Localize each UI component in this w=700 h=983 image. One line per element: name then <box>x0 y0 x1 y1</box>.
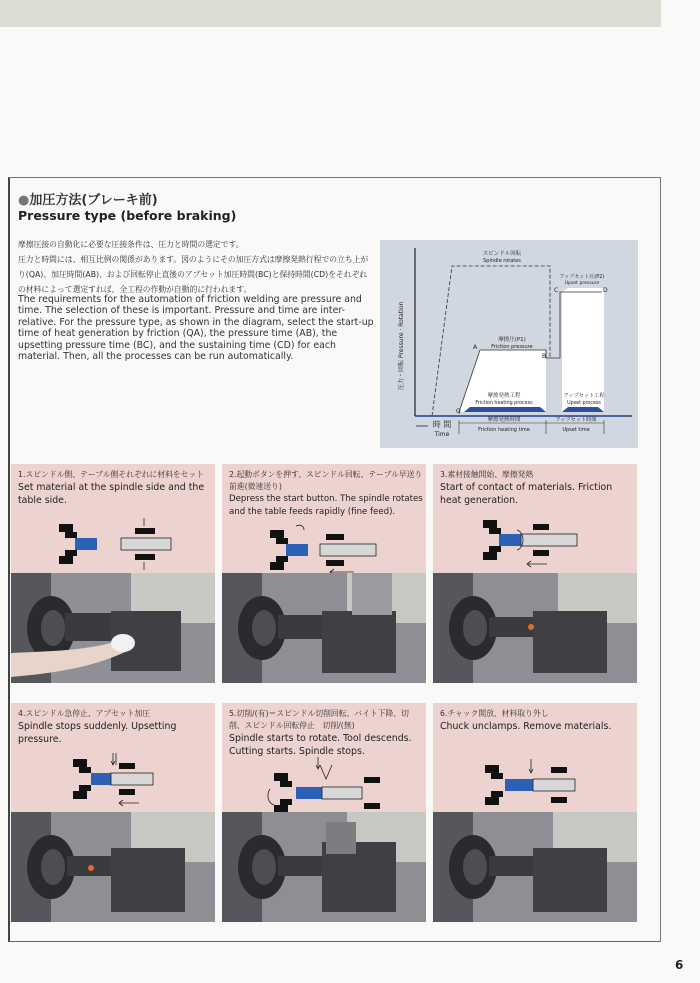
bullet-icon: ● <box>18 193 30 208</box>
point-q-label: Q <box>456 408 461 415</box>
machine-photo <box>433 573 637 683</box>
pressure-time-chart <box>380 240 638 448</box>
intro-text-en: The requirements for the automation of friction welding are pressure and time. The selection of these is important. Pressure and time are inter-relative. For the pressure type, as shown in the diagram, select the start-up time of heat generation by friction (QA), the pressure time (AB), the upsetting pressure time (BC), and the sustaining time (CD) for each material. Then, all the processes can be run automatically. <box>18 294 374 363</box>
step-panel-3 <box>433 464 637 683</box>
spindle-label-en: Spindle rotates <box>483 258 521 264</box>
machine-photo <box>11 573 215 683</box>
upset-time-label-en: Upset time <box>562 427 590 433</box>
section-title-jp: ●加圧方法(ブレーキ前) <box>18 193 158 208</box>
machine-photo <box>433 812 637 922</box>
step-caption: 3.素材接触開始、摩擦発熱 Start of contact of materials. Friction heat generation. <box>440 470 613 506</box>
point-a-label: A <box>473 344 478 351</box>
section-title-en: Pressure type (before braking) <box>18 208 237 223</box>
heat-process-arrow <box>464 407 546 412</box>
step-panel-4 <box>11 703 215 922</box>
heat-process-label-jp: 摩擦発熱工程 <box>487 393 521 399</box>
step-schematic <box>433 751 637 811</box>
top-color-band <box>0 0 661 27</box>
upset-time-label-jp: アップセット時間 <box>555 417 597 423</box>
heat-time-label-jp: 摩擦発熱時間 <box>487 417 521 423</box>
machine-photo <box>222 812 426 922</box>
step-schematic <box>433 512 637 572</box>
friction-pressure-label-jp: 摩擦圧(P1) <box>498 337 526 343</box>
step-caption: 1.スピンドル側、テーブル側それぞれに材料をセット Set material at the spindle side and the table side. <box>18 470 205 506</box>
upset-process-label-jp: アップセット工程 <box>563 393 605 399</box>
step-panel-6 <box>433 703 637 922</box>
y-axis-label: 圧力・回転 Pressure · Rotation <box>398 301 405 390</box>
step-panel-2 <box>222 464 426 683</box>
step-schematic <box>11 751 215 811</box>
machine-photo <box>11 812 215 922</box>
upset-pressure-label-jp: アップセット圧(P2) <box>559 274 605 280</box>
heat-time-label-en: Friction heating time <box>478 427 530 433</box>
step-schematic <box>11 514 215 574</box>
step-panel-1 <box>11 464 215 683</box>
upset-process-arrow <box>562 407 604 412</box>
page-number: 6 <box>675 958 684 972</box>
spindle-label-jp: スピンドル回転 <box>482 251 522 257</box>
pressure-time-diagram <box>380 240 638 448</box>
step-caption: 2.起動ボタンを押す、スピンドル回転、テーブル早送り前進(微速送り) Depress the start button. The spindle rotates and the table feeds rapidly (fine feed). <box>229 470 423 517</box>
x-axis-label-en: Time <box>434 431 450 438</box>
step-caption: 4.スピンドル急停止、アプセット加圧 Spindle stops suddenly. Upsetting pressure. <box>18 709 177 745</box>
point-b-label: B <box>542 353 547 360</box>
step-panel-5 <box>222 703 426 922</box>
machine-photo <box>222 573 426 683</box>
point-d-label: D <box>603 287 608 294</box>
step-schematic <box>222 755 426 815</box>
x-axis-label-jp: 時 間 <box>432 420 452 429</box>
upset-process-label-en: Upset process <box>567 401 601 406</box>
intro-text-jp: 摩擦圧接の自動化に必要な圧接条件は、圧力と時間の選定です。 圧力と時間には、相互比例の関係があります。図のようにその加圧方式は摩擦発熱行程での立ち上がり(QA)、加圧時間(AB)、および回転停止直後のアプセット加圧時間(BC)と保持時間(CD)をそれぞれの材料によって選定すれば、全工程の作動が自動的に行われます。 <box>18 240 369 294</box>
upset-pressure-label-en: Upset pressure <box>564 281 600 286</box>
step-caption: 6.チャック開放、材料取り外し Chuck unclamps. Remove materials. <box>440 709 612 732</box>
point-c-label: C <box>554 287 559 294</box>
friction-pressure-label-en: Friction pressure <box>491 344 533 350</box>
step-caption: 5.切削/(有)＝スピンドル切削回転、バイト下降、切削、スピンドル回転停止 切削/(無) Spindle starts to rotate. Tool descends. Cutting starts. Spindle stops. <box>229 709 412 757</box>
heat-process-label-en: Friction heating process <box>475 401 533 406</box>
